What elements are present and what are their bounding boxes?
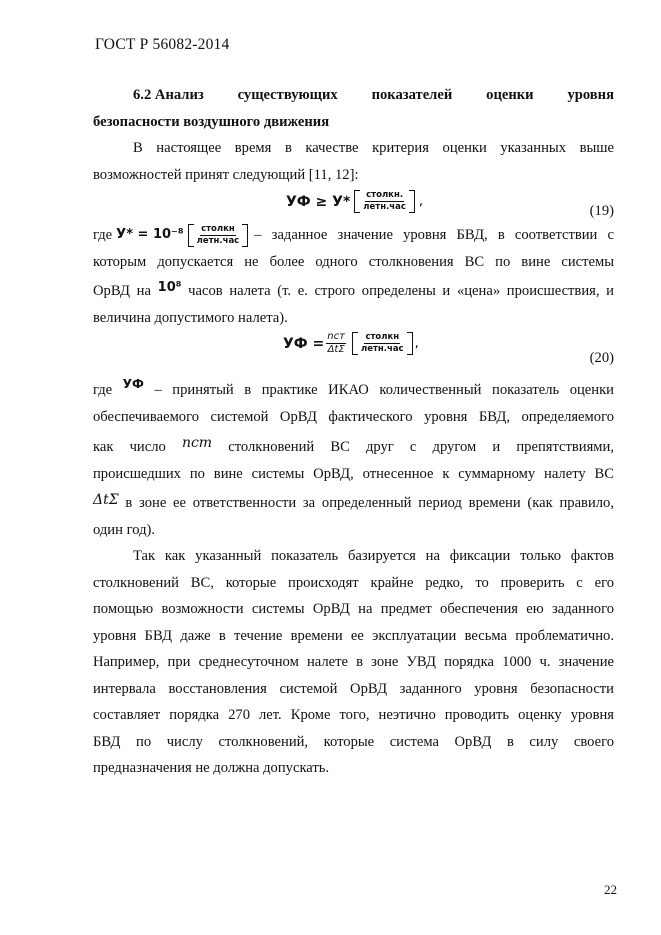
paragraph-line: как число nст столкновений ВС друг с другом и препятствиями, (93, 435, 614, 455)
equation-number: (20) (589, 350, 614, 366)
paragraph-line: ΔtΣ в зоне ее ответственности за определенный период времени (как правило, (93, 492, 614, 511)
fraction: $\frac{\text{nст}}{\text{ΔtΣ}}$ (327, 331, 345, 355)
formula-19: УФ ≥ У* $\frac{\text{столкн.}}{\text{летн.час}}$ , (19) (93, 188, 614, 222)
unit-bracket: $\frac{\text{столкн.}}{\text{летн.час}}$ (354, 190, 415, 213)
paragraph-line: Так как указанный показатель базируется на фиксации только фактов (133, 548, 614, 564)
paragraph-line: ОрВД на 10⁸ часов налета (т. е. строго определены и «цена» происшествия, и (93, 280, 614, 299)
paragraph-line: В настоящее время в качестве критерия оценки указанных выше (133, 140, 614, 156)
paragraph-line: где $^{УФ}$ – принятый в практике ИКАО количественный показатель оценки (93, 377, 614, 398)
paragraph-line: Например, при среднесуточном налете в зоне УВД порядка 1000 ч. значение (93, 654, 614, 670)
unit-bracket: $\frac{\text{столкн}}{\text{летн.час}}$ (188, 224, 249, 247)
paragraph-line: помощью возможности системы ОрВД на предмет обеспечения ею заданного (93, 601, 614, 617)
paragraph-line: возможностей принят следующий [11, 12]: (93, 166, 359, 183)
paragraph-line: столкновений ВС, которые происходят крайне редко, то проверить с его (93, 574, 614, 591)
section-number-title-start: 6.2 Анализ (133, 87, 204, 103)
page-body (93, 82, 614, 782)
paragraph-line: предназначения не должна допускать. (93, 760, 330, 776)
paragraph-line: уровня БВД даже в течение времени ее эксплуатации весьма проблематично. (93, 627, 614, 644)
symbol-delta-t-sigma: ΔtΣ (93, 492, 119, 508)
unit-bracket: $\frac{\text{столкн}}{\text{летн.час}}$ (352, 332, 413, 355)
paragraph-line: происшедших по вине системы ОрВД, отнесенное к суммарному налету ВС (93, 465, 614, 482)
paragraph-line: составляет порядка 270 лет. Кроме того, неэтично проводить оценку уровня (93, 707, 614, 723)
paragraph-line: БВД по числу столкновений, которые система ОрВД в силу своего (93, 733, 614, 750)
section-title-word: оценки (486, 87, 534, 103)
formula-20: УФ = $\frac{\text{nст}}{\text{ΔtΣ}}$ $\frac{\text{столкн}}{\text{летн.час}}$ , (20) (93, 331, 614, 371)
document-header: ГОСТ Р 56082-2014 (95, 36, 230, 53)
section-heading (93, 82, 614, 135)
symbol-n-st: nст (181, 435, 213, 451)
formula-lhs: УФ = (283, 335, 325, 352)
paragraph-line: где У* = 10⁻⁸ $\frac{\text{столкн}}{\text{летн.час}}$ – заданное значение уровня БВД, в соответствии с (93, 222, 614, 249)
paragraph-line: величина допустимого налета). (93, 309, 288, 326)
symbol-uf: УФ (122, 377, 144, 391)
section-title-line2: безопасности воздушного движения (93, 113, 330, 130)
section-title-word: показателей (371, 87, 453, 103)
page-number: 22 (604, 882, 617, 897)
symbol-10-pow-8: 10⁸ (157, 280, 182, 295)
formula-lhs: УФ ≥ У* (286, 193, 351, 210)
section-title-word: уровня (567, 87, 614, 103)
paragraph-line: которым допускается не более одного столкновения ВС по вине системы (93, 253, 614, 270)
paragraph-line: один год). (93, 521, 156, 538)
equation-number: (19) (589, 203, 614, 219)
paragraph-line: обеспечиваемого системой ОрВД фактического уровня БВД, определяемого (93, 408, 614, 425)
symbol-u-star: У* = 10⁻⁸ (116, 227, 184, 242)
paragraph-line: интервала восстановления системой ОрВД заданного уровня безопасности (93, 680, 614, 697)
section-title-word: существующих (237, 87, 338, 103)
